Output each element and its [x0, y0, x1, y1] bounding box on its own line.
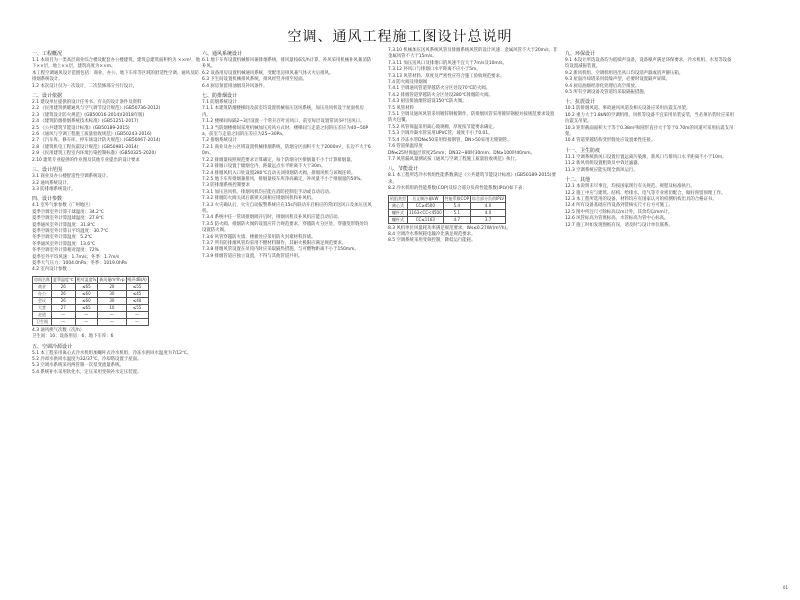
paragraph: 7.3.10 机械加压送风系统风管及排烟系统风管的设计风速：金属风管不大于20m/s，非金属风管不大于15m/s。 [388, 48, 558, 60]
paragraph: 7.3.8 排烟风管设置在吊顶内时应采取隔热措施，与可燃物距离不小于150mm。 [202, 247, 359, 253]
section-heading: 十二、其他 [565, 177, 591, 184]
paragraph: 7.3.7 所有防排烟风管均采用不燃材料制作，其耐火极限应满足规范要求。 [202, 240, 347, 246]
paragraph: 3.2 通风系统设计。 [32, 180, 72, 186]
paragraph: 4.1 室外气象参数（广州地区） [32, 203, 94, 209]
paragraph: 本工程空调通风设计范围包括：商业、办公、地下车库等区域的舒适性空调、通风及防排烟系统设计。 [32, 70, 199, 83]
paragraph: 5.3 空调水系统采用两管制一次泵变流量系统。 [32, 363, 124, 369]
table-cell: 螺杆式 [389, 216, 408, 223]
paragraph: 7.2.3 排烟口设置于储烟仓内，距最远点水平距离不大于30m。 [202, 164, 326, 170]
table-row [33, 304, 149, 311]
paragraph: DN≤25时保温层厚度25mm；DN32~80时30mm；DN≥100时40mm。 [388, 150, 535, 156]
paragraph: 7.5.2 风管保温采用离心玻璃棉，厚度按节能要求确定。 [388, 124, 498, 130]
paragraph: 7.5.4 冷冻水管DN≤50采用焊接钢管，DN>50采用无缝钢管。 [388, 137, 512, 143]
table-cell: — [52, 318, 76, 325]
paragraph: 9.2 新风机组、空调机组进出风口均设消声器或消声静压箱。 [565, 70, 684, 76]
table-cell: 26 [52, 290, 76, 297]
paragraph: 8.1 本工程所选冷水机组性能系数满足《公共建筑节能设计标准》(GB50189-2015)要求。 [388, 173, 556, 185]
section-heading: 七、防排烟设计 [202, 93, 238, 100]
paragraph: 7.5.1 空调及通风风管采用镀锌钢板制作，防排烟风管采用镀锌钢板并按规范要求设置防火包覆。 [388, 112, 555, 124]
table-cell: 26 [52, 283, 76, 290]
paragraph: 7.3.13 风管材料、厚度及严密性应符合施工验收规范要求。 [388, 73, 505, 79]
table-cell: 26 [52, 297, 76, 304]
paragraph: 7.3.3 火灾确认后，火灾自动报警系统应在15s内联动开启相应的常闭送风口及加压送风机。 [202, 202, 372, 214]
paragraph: 夏季空调室外计算湿球温度：27.8℃ [32, 216, 104, 222]
paragraph: 11.1 空调系统新风口设置位置远离污染源，新风口与排风口水平距离不小于10m。 [565, 154, 727, 160]
table-cell: ≤55 [126, 283, 148, 290]
table-header-cell: 相对湿度% [76, 277, 97, 283]
paragraph: 9.4 厨房油烟经净化处理后高空排放。 [565, 83, 640, 89]
page-title: 空调、通风工程施工图设计总说明 [287, 29, 513, 45]
paragraph: 12.3 本工程所选用的设备、材料均应有国家认可的检测机构出具的合格证书。 [565, 196, 717, 202]
paragraph: 冬季空调室外计算温度：5.2℃ [32, 235, 93, 241]
paragraph: 7.5.3 空调冷凝水管采用UPVC管，坡度不小于0.01。 [388, 131, 493, 137]
paragraph: 7.4.1 空调通风管道穿越防火分区处设70℃防火阀。 [388, 86, 491, 92]
paragraph: 6.2 设备用房设置机械通风系统，变配电房排风兼气体灭火后排风。 [202, 70, 334, 76]
paragraph: 7.3.6 风管穿越防火墙、楼板处应采用防火封堵材料封堵。 [202, 234, 316, 240]
table-header-cell: 噪声dB(A) [127, 277, 147, 283]
paragraph: 夏季大气压力：1004.0hPa；冬季：1019.0hPa [32, 260, 127, 266]
paragraph: 12.7 施工时如发现图纸有误，请及时与设计单位联系。 [565, 222, 673, 228]
section-heading: 六、通风系统设计 [202, 51, 243, 57]
section-heading: 四、设计参数 [32, 196, 63, 203]
table-header-cell: 新风量m³/h·p [99, 277, 125, 283]
table-row [389, 202, 506, 209]
section-heading: 十一、卫生防疫 [565, 147, 601, 154]
table-cell: 会议 [33, 297, 52, 304]
table-cell: — [98, 311, 126, 318]
table-row [33, 290, 149, 297]
table-cell: — [126, 318, 148, 325]
paragraph: 夏季空调室外计算日平均温度：30.7℃ [32, 228, 109, 234]
paragraph: 12.6 风管标高为管底标高，水管标高为管中心标高。 [565, 216, 669, 222]
section-heading: 八、节能设计 [388, 166, 419, 173]
paragraph: 12.4 所有设备基础应待设备到货核实尺寸后方可施工。 [565, 203, 673, 209]
paragraph: 9.1 本设计所选设备均为低噪声设备，设备噪声满足环保要求，冷水机组、水泵等设备均设置减振装置。 [565, 58, 732, 70]
paragraph: 7.2.5 地下车库排烟兼排风，排烟量按车库净高确定，补风量不小于排烟量的50%。 [202, 176, 365, 182]
table-row [33, 283, 149, 290]
table-header-cell: 夏季温度℃ [53, 277, 74, 283]
paragraph: 7.7 风管漏风量测试按《通风与空调工程施工质量验收规范》执行。 [388, 156, 520, 162]
paragraph: 7.2.1 商业及办公区域设置机械排烟系统，防烟分区面积不大于2000m²，长边不大于60m。 [202, 144, 371, 157]
paragraph: 12.5 图中所注尺寸除标高以m计外，其余均以mm计。 [565, 209, 673, 215]
paragraph: 10.4 管道穿越结构变形缝处应设置柔性连接。 [565, 138, 656, 144]
column-1 [32, 48, 202, 376]
paragraph: 2.2 《民用建筑供暖通风与空气调节设计规范》(GB50736-2012) [32, 106, 161, 112]
section-heading: 五、空调冷源设计 [32, 343, 73, 350]
paragraph: 2.4 《建筑防烟排烟系统技术标准》(GB51251-2017) [32, 119, 139, 125]
paragraph: 11.3 空调系统应能实现全新风运行。 [565, 167, 638, 173]
paragraph: 8.4 空调冷水系统耗电输冷比满足规范要求。 [388, 231, 476, 237]
paragraph: 7.3.11 加压送风口及排烟口的风速不宜大于7m/s及10m/s。 [388, 60, 507, 66]
table-cell: 5.4 [443, 202, 470, 209]
paragraph: 10.3 矩形截面面积大于等于0.38m²和圆形直径大于等于0.70m的风道可采用抗震支吊架。 [565, 125, 734, 138]
table-cell: ≤55 [126, 304, 148, 311]
table-cell: ≤65 [75, 283, 98, 290]
table-header-row [389, 195, 506, 202]
table-row [389, 209, 506, 216]
paragraph: 2.3 《建筑设计防火规范》(GB50016-2014)(2018年版) [32, 112, 145, 118]
paragraph: 2.10 建筑专业提供的作业图及其他专业提出的设计要求 [32, 157, 140, 163]
table-cell: ≤65 [75, 304, 98, 311]
paragraph: 7.4 防火阀及排烟阀 [388, 80, 428, 86]
table-cell: ≤60 [75, 290, 98, 297]
paragraph: 9.3 屋面冷却塔采用低噪声型，必要时设置隔声屏障。 [565, 77, 670, 83]
paragraph: 2.6 《通风与空调工程施工质量验收规范》(GB50243-2016) [32, 132, 152, 138]
col3b-paragraphs [388, 226, 558, 245]
table-cell: 卫生间 [33, 318, 52, 325]
paragraph: 6.1 地下车库设置机械排风兼排烟系统，排风量按6次/h计算，补风采用机械补风兼消防补风。 [202, 58, 372, 70]
paragraph: 2.8 《建筑机电工程抗震设计规范》(GB50981-2014) [32, 144, 139, 150]
paragraph: 7.6 管道保温厚度 [388, 144, 423, 150]
paragraph: 7.1.2 楼梯间每隔2~3层设置一个常开百叶送风口，前室每层设置常闭多叶送风口。 [202, 119, 365, 125]
table-cell: 4.0 [471, 209, 506, 216]
paragraph: 5.4 系统补水采用软化水，定压采用变频补水定压装置。 [32, 369, 142, 375]
table-cell: 30 [98, 297, 126, 304]
table-cell: ≤60 [75, 297, 98, 304]
table-cell: 离心式 [389, 202, 408, 209]
table-cell: CC≤1163 [408, 216, 444, 223]
table-header-cell: 综合部分负荷IPLV [472, 195, 505, 201]
paragraph: 夏季通风室外计算温度：31.8℃ [32, 222, 96, 228]
table-cell: 5.1 [443, 209, 470, 216]
paragraph: 6.4 厨房预留排油烟及补风条件。 [202, 83, 268, 89]
section-heading: 十、抗震设计 [565, 99, 596, 106]
table-cell: 27 [52, 304, 76, 311]
table-row [389, 216, 506, 223]
table-header-cell: 性能系数COP [444, 195, 470, 201]
paragraph: 10.2 重力大于1.8kN的空调机组、风机等设备不宜采用吊装安装，当必须吊装时应采用抗震支吊架。 [565, 112, 734, 125]
section-heading: 一、工程概况 [32, 51, 63, 57]
table-cell: 螺杆式 [389, 209, 408, 216]
paragraph: 11.2 新风机组设置粗效及中效过滤器。 [565, 161, 643, 167]
table-cell: 4.0 [471, 202, 506, 209]
paragraph: 12.1 本说明未尽事宜，均按国家现行有关规范、规程及标准执行。 [565, 184, 695, 190]
table-cell: — [52, 311, 76, 318]
table-cell: ≤45 [126, 290, 148, 297]
paragraph: 夏季空调室外计算干球温度：34.2℃ [32, 209, 104, 215]
paragraph: 9.5 所有空调设备及管道均采取隔振措施。 [565, 90, 649, 96]
paragraph: 7.1.3 当防烟楼梯间采用机械加压送风方式时，楼梯间与走道之间的压差应为40~50Pa，前室与走道之间的压差应为25~30Pa。 [202, 125, 369, 138]
indoor-design-params-table [32, 276, 149, 326]
paragraph: 5.2 冷却水供回水温度为32/37℃，冷却塔设置于屋面。 [32, 357, 142, 362]
page-number: 01 [782, 585, 788, 590]
paragraph: 8.5 空调系统采用变频控制，降低运行能耗。 [388, 238, 476, 244]
table-row [33, 318, 149, 325]
table-cell: — [75, 318, 98, 325]
paragraph: 1.1 本项目为一类高层商业综合楼及配套办公楼建筑，建筑总建筑面积约为 ××m²，地下××层，地上××层，建筑高度为××m。 [32, 58, 201, 70]
paragraph: 7.2.4 排烟风机入口处设置280℃自动关闭排烟防火阀，排烟风机与该阀连锁。 [202, 170, 356, 176]
table-cell: 商业 [33, 283, 52, 290]
paragraph: 7.1.1 本建筑防烟楼梯间及前室均设置机械加压送风系统，加压送风机设于屋面机房内。 [202, 106, 364, 118]
column-2 [202, 48, 372, 260]
paragraph: 7.3 防排烟系统控制要求 [202, 183, 250, 189]
table-body [389, 202, 506, 223]
paragraph: 8.3 风机单位风量耗功率满足规范要求，Ws≤0.27W/(m³/h)。 [388, 225, 511, 231]
table-cell: CC≥4500 [408, 202, 444, 209]
col4-paragraphs [565, 51, 735, 229]
paragraph: 4.2 室内设计参数 [32, 267, 67, 273]
paragraph: 7.3.2 排烟防火阀关闭后联锁关闭相应排烟风机和补风机。 [202, 196, 316, 202]
paragraph: 4.3 通风换气次数（次/h） [32, 327, 85, 333]
paragraph: 7.3.1 加压送风机、排烟风机均应能在消防控制室手动或自动启动。 [202, 189, 334, 195]
paragraph: 冬季空调室外计算相对湿度：72% [32, 248, 99, 254]
table-cell: 大堂 [33, 304, 52, 311]
paragraph: 6.3 卫生间设置机械排风系统，排风经竖井排至屋面。 [202, 77, 307, 83]
paragraph: 10.1 防排烟风道、事故通风风道及相关设备应采用抗震支吊架。 [565, 106, 691, 112]
section-heading: 三、设计范围 [32, 167, 63, 174]
table-row [33, 297, 149, 304]
table-cell: 办公 [33, 290, 52, 297]
col1b-paragraphs [32, 328, 202, 376]
paragraph: 2.9 《民用建筑工程室内环境污染控制标准》(GB50325-2020) [32, 151, 156, 157]
table-row [33, 311, 149, 318]
col2-paragraphs [202, 51, 372, 260]
paragraph: 夏季室外平均风速：1.7m/s；冬季：1.7m/s [32, 254, 120, 260]
section-heading: 九、环保设计 [565, 51, 596, 57]
paragraph: 5.1 本工程采用离心式冷水机组加螺杆式冷水机组，冷冻水供回水温度为7/12℃。 [32, 350, 192, 356]
paragraph: 12.2 施工中应与建筑、结构、给排水、电气等专业密切配合，做好预留预埋工作。 [565, 190, 726, 196]
paragraph: 冬季通风室外计算温度：13.6℃ [32, 241, 96, 247]
paragraph: 7.3.12 补风口与排烟口水平距离不应小于5m。 [388, 67, 481, 73]
col3-paragraphs [388, 48, 558, 193]
paragraph: 7.3.4 系统中任一常闭排烟阀开启时，排烟风机及补风机应能自动启动。 [202, 215, 342, 221]
table-header-cell: 机组类型 [390, 195, 406, 201]
paragraph: 3.1 商业及办公楼舒适性空调系统设计。 [32, 174, 111, 180]
table-header-row [33, 276, 149, 283]
section-heading: 二、设计依据 [32, 93, 63, 100]
column-3 [388, 48, 558, 245]
table-cell: 30 [98, 290, 126, 297]
table-cell: 20 [98, 283, 126, 290]
paragraph: 2.5 《公共建筑节能设计标准》(GB50189-2015) [32, 125, 130, 131]
col1-paragraphs [32, 51, 202, 274]
table-cell: ≤40 [126, 297, 148, 304]
paragraph: 7.3.5 防火阀、排烟防火阀的设置应符合规范要求，穿越防火分区处、穿越变形缝处均设置防火阀。 [202, 221, 369, 234]
paragraph: 7.4.2 排烟管道穿越防火分区处设280℃排烟防火阀。 [388, 92, 493, 98]
table-header-cell: 房间名称 [34, 277, 50, 283]
paragraph: 7.2.2 排烟量按照规范要求计算确定，每个防烟分区排烟量不小于计算排烟量。 [202, 157, 356, 163]
paragraph: 7.5 风管材料 [388, 105, 414, 111]
paragraph: 8.2 冷水机组的性能系数(COP)及综合部分负荷性能系数(IPLV)如下表： [388, 186, 527, 192]
table-cell: — [98, 318, 126, 325]
table-body [33, 283, 149, 325]
paragraph: 卫生间：10；设备用房：6；地下车库：6 [32, 334, 114, 340]
paragraph: 3.3 防排烟系统设计。 [32, 186, 76, 192]
paragraph: 1.2 本次设计仅为一次设计，二次装修部分另行设计。 [32, 83, 137, 89]
chiller-efficiency-table [388, 195, 506, 224]
table-cell: 4.7 [443, 216, 470, 223]
table-cell: — [75, 311, 98, 318]
paragraph: 7.2 排烟系统设计 [202, 138, 237, 144]
paragraph: 2.7 《汽车库、修车库、停车场设计防火规范》(GB50067-2014) [32, 138, 161, 144]
paragraph: 7.1 防烟系统设计 [202, 100, 237, 106]
paragraph: 2.1 建设单位提供的设计任务书、有关的设计条件及资料 [32, 100, 142, 106]
table-cell: 3.7 [471, 216, 506, 223]
table-cell: — [126, 311, 148, 318]
table-header-cell: 名义制冷量kW [408, 195, 444, 202]
column-4 [565, 48, 735, 229]
table-cell: 走道 [33, 311, 52, 318]
table-cell: 10 [98, 304, 126, 311]
table-cell: 1163<CC<4500 [409, 209, 442, 215]
paragraph: 7.4.3 厨房排油烟管道设150℃防火阀。 [388, 99, 467, 105]
paragraph: 7.3.9 排烟管道应独立设置，不得与其他管道共用。 [202, 253, 303, 259]
